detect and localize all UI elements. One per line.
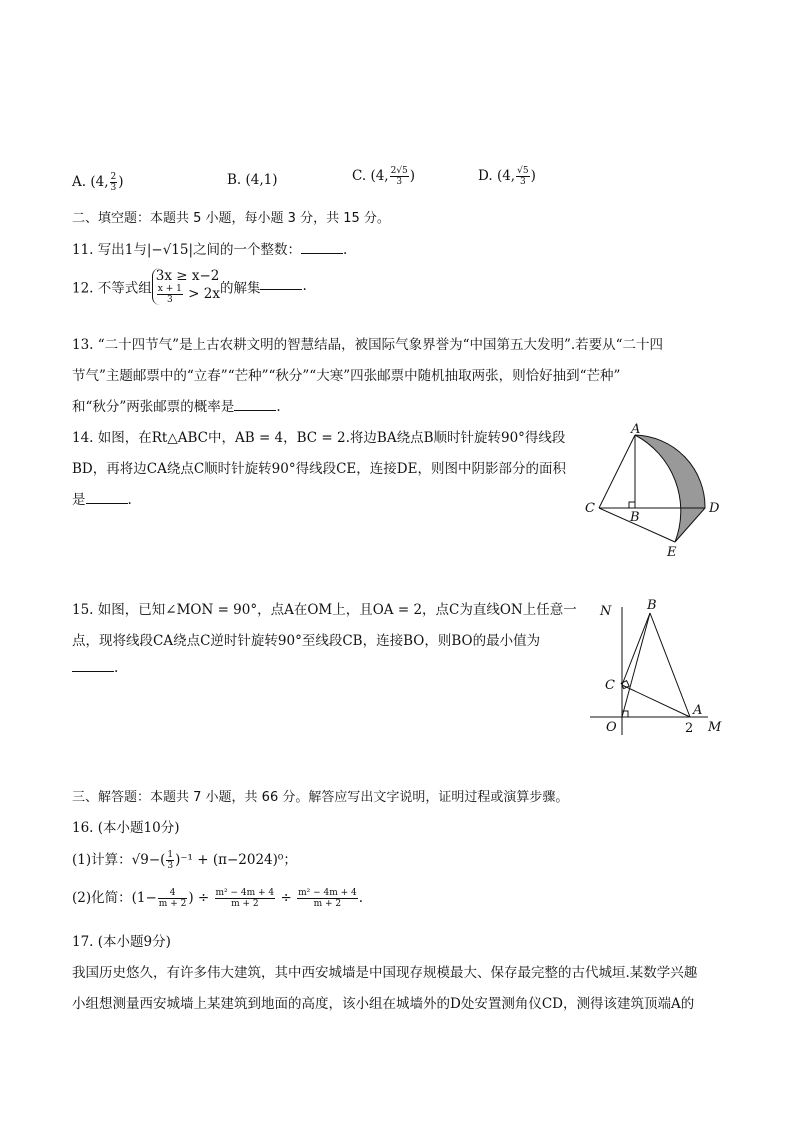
question-14-line-2: BD，再将边CA绕点C顺时针旋转90°得线段CE，连接DE，则图中阴影部分的面积 <box>72 461 566 477</box>
option-b: B. (4,1) <box>227 172 278 188</box>
question-16-part-1: (1)计算：√9−( $\frac{1}{3}$ )⁻¹ + (π−2024)⁰； <box>72 850 297 871</box>
question-17-line-1: 我国历史悠久，有许多伟大建筑，其中西安城墙是中国现存规模最大、保存最完整的古代城垣.某数学兴趣 <box>72 965 698 981</box>
label-c: C <box>585 501 595 516</box>
question-15-figure <box>590 595 730 740</box>
segment-cb <box>622 613 650 685</box>
label-a: A <box>631 422 641 437</box>
question-13-line-1: 13. “二十四节气”是上古农耕文明的智慧结晶，被国际气象界誉为“中国第五大发明”.若要从“二十四 <box>72 337 664 353</box>
label-o: O <box>606 720 617 735</box>
question-17-line-2: 小组想测量西安城墙上某建筑到地面的高度，该小组在城墙外的D处安置测角仪CD，测得该建筑顶端A的 <box>72 996 695 1012</box>
label-a: A <box>693 703 703 718</box>
question-16-title: 16. (本小题10分) <box>72 820 180 836</box>
label-m: M <box>708 720 722 735</box>
question-13-line-2: 节气”主题邮票中的“立春”“芒种”“秋分”“大寒”四张邮票中随机抽取两张，则恰好抽到“芒种” <box>72 368 621 384</box>
segment-ca <box>599 435 635 508</box>
question-15-line-1: 15. 如图，已知∠MON = 90°，点A在OM上，且OA = 2，点C为直线ON上任意一 <box>72 602 577 618</box>
question-14-line-1: 14. 如图，在Rt△ABC中，AB = 4，BC = 2.将边BA绕点B顺时针旋转90°得线段 <box>72 430 566 446</box>
shaded-region <box>635 435 705 542</box>
question-11: 11. 写出1与|−√15|之间的一个整数： . <box>72 242 348 258</box>
label-b: B <box>630 510 640 525</box>
right-angle-mark <box>629 502 635 508</box>
label-d: D <box>709 501 720 516</box>
section-2-heading: 二、填空题：本题共 5 小题，每小题 3 分，共 15 分。 <box>72 211 390 226</box>
question-15-line-2: 点，现将线段CA绕点C逆时针旋转90°至线段CB，连接BO，则BO的最小值为 <box>72 633 541 649</box>
section-3-heading: 三、解答题：本题共 7 小题，共 66 分。解答应写出文字说明，证明过程或演算步骤。 <box>72 790 569 805</box>
question-14-figure <box>575 420 735 565</box>
segment-bo <box>622 613 650 717</box>
label-two: 2 <box>685 721 694 736</box>
question-16-part-2: (2)化简：(1− $\frac{4}{m + 2}$ ) ÷ $\frac{\text{m² − 4m + 4}}{m + 2}$ ÷ $\frac{\text{m² − 4m + 4}}{m + 2}$ . <box>72 888 364 909</box>
label-c: C <box>605 678 615 693</box>
label-e: E <box>667 545 677 560</box>
question-14-line-3: 是 . <box>72 492 132 508</box>
label-n: N <box>600 604 612 619</box>
option-a: A. (4, $\frac{2}{3}$ ) <box>72 172 124 193</box>
question-12: 12. 不等式组 3x ≥ x−2 $\frac{x + 1}{3}$ > 2x 的解集 . <box>72 268 307 305</box>
question-15-line-3: . <box>72 660 118 676</box>
option-d: D. (4, $\frac{√5}{3}$ ) <box>478 166 536 187</box>
question-13-line-3: 和“秋分”两张邮票的概率是 . <box>72 399 281 415</box>
label-b: B <box>647 598 657 613</box>
option-c: C. (4, $\frac{2√5}{3}$ ) <box>352 166 416 187</box>
question-17-title: 17. (本小题9分) <box>72 934 171 950</box>
